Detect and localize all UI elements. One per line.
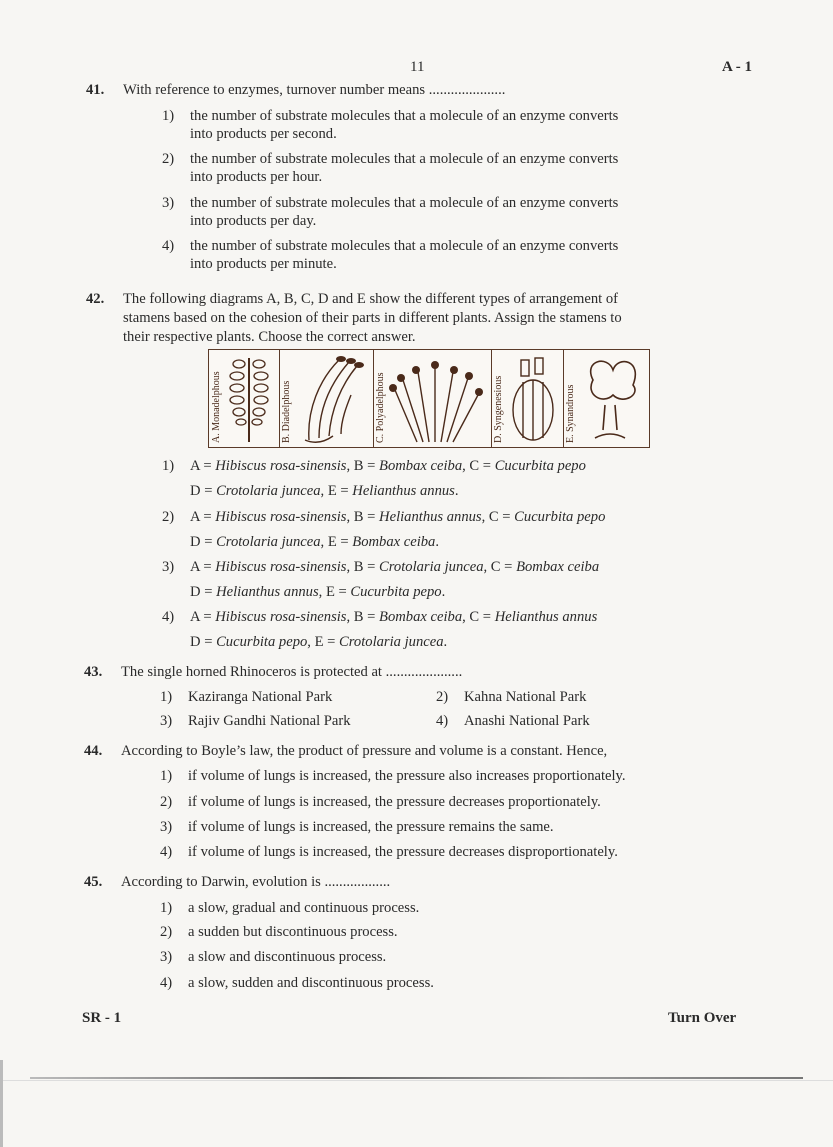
option-text: Kaziranga National Park: [188, 689, 333, 705]
option-number: 3): [160, 949, 173, 965]
diagram-label: B. Diadelphous: [281, 380, 292, 443]
page-number: 11: [410, 59, 425, 75]
option-number: 2): [160, 794, 173, 810]
option-text-cont: into products per hour.: [190, 169, 323, 185]
option-line2: D = Helianthus annus, E = Cucurbita pepo.: [190, 584, 446, 600]
synandrous-drawing: [563, 350, 649, 447]
diagram-label: D. Syngenesious: [493, 375, 504, 443]
option-number: 4): [160, 975, 173, 991]
option-number: 4): [162, 238, 175, 254]
monadelphous-drawing: [209, 350, 279, 447]
option-text-cont: into products per day.: [190, 213, 317, 229]
option-number: 1): [160, 689, 173, 705]
option-number: 4): [436, 713, 449, 729]
question-number: 43.: [84, 664, 103, 680]
turn-over-note: Turn Over: [668, 1010, 737, 1026]
diagram-cell-e: [563, 350, 649, 447]
series-code: SR - 1: [82, 1010, 122, 1026]
option-number: 3): [160, 713, 173, 729]
question-text-line3: their respective plants. Choose the correct answer.: [123, 329, 416, 345]
option-text: if volume of lungs is increased, the pressure also increases proportionately.: [188, 768, 626, 784]
diagram-cell-d: [491, 350, 564, 447]
question-number: 41.: [86, 82, 105, 98]
option-text: Kahna National Park: [464, 689, 587, 705]
option-text: a sudden but discontinuous process.: [188, 924, 398, 940]
question-number: 45.: [84, 874, 103, 890]
option-line1: A = Hibiscus rosa-sinensis, B = Bombax ceiba, C = Helianthus annus: [190, 609, 598, 625]
option-number: 1): [162, 108, 175, 124]
scan-left-edge: [0, 1060, 3, 1147]
option-number: 2): [162, 151, 175, 167]
option-line2: D = Crotolaria juncea, E = Bombax ceiba.: [190, 534, 440, 550]
syngenesious-drawing: [491, 350, 563, 447]
option-number: 2): [162, 509, 175, 525]
option-line1: A = Hibiscus rosa-sinensis, B = Bombax ceiba, C = Cucurbita pepo: [190, 458, 586, 474]
option-text: a slow and discontinuous process.: [188, 949, 387, 965]
question-text: According to Darwin, evolution is ..................: [121, 874, 391, 890]
option-text: if volume of lungs is increased, the pressure remains the same.: [188, 819, 554, 835]
option-number: 3): [162, 559, 175, 575]
diagram-cell-c: [373, 350, 492, 447]
option-text: Anashi National Park: [464, 713, 590, 729]
stamen-diagram: [208, 349, 650, 448]
option-text: the number of substrate molecules that a molecule of an enzyme converts: [190, 195, 619, 211]
option-number: 3): [160, 819, 173, 835]
diagram-label: A. Monadelphous: [211, 371, 222, 443]
option-number: 3): [162, 195, 175, 211]
diagram-label: C. Polyadelphous: [375, 372, 386, 443]
polyadelphous-drawing: [373, 350, 491, 447]
option-line2: D = Cucurbita pepo, E = Crotolaria juncea.: [190, 634, 448, 650]
option-number: 2): [436, 689, 449, 705]
question-text-line2: stamens based on the cohesion of their parts in different plants. Assign the stamens to: [123, 310, 622, 326]
option-number: 1): [160, 768, 173, 784]
option-number: 1): [160, 900, 173, 916]
diagram-cell-b: [279, 350, 374, 447]
diadelphous-drawing: [279, 350, 373, 447]
diagram-label: E. Synandrous: [565, 384, 576, 443]
question-text-line1: The following diagrams A, B, C, D and E show the different types of arrangement of: [123, 291, 618, 307]
option-number: 4): [162, 609, 175, 625]
option-number: 1): [162, 458, 175, 474]
question-text: The single horned Rhinoceros is protected at .....................: [121, 664, 463, 680]
option-text: if volume of lungs is increased, the pressure decreases proportionately.: [188, 794, 601, 810]
option-text: the number of substrate molecules that a molecule of an enzyme converts: [190, 238, 619, 254]
option-text: the number of substrate molecules that a molecule of an enzyme converts: [190, 108, 619, 124]
diagram-cell-a: [209, 350, 280, 447]
option-text-cont: into products per second.: [190, 126, 337, 142]
option-text: a slow, gradual and continuous process.: [188, 900, 420, 916]
question-number: 42.: [86, 291, 105, 307]
option-line1: A = Hibiscus rosa-sinensis, B = Crotolaria juncea, C = Bombax ceiba: [190, 559, 600, 575]
question-text: According to Boyle’s law, the product of pressure and volume is a constant. Hence,: [121, 743, 608, 759]
question-number: 44.: [84, 743, 103, 759]
question-text: With reference to enzymes, turnover number means .....................: [123, 82, 506, 98]
option-text: Rajiv Gandhi National Park: [188, 713, 351, 729]
scan-edge-line-faint: [0, 1080, 833, 1081]
option-text: the number of substrate molecules that a molecule of an enzyme converts: [190, 151, 619, 167]
paper-code: A - 1: [722, 59, 752, 75]
scan-edge-line: [30, 1077, 803, 1079]
option-line2: D = Crotolaria juncea, E = Helianthus annus.: [190, 483, 459, 499]
option-text: a slow, sudden and discontinuous process.: [188, 975, 434, 991]
option-text: if volume of lungs is increased, the pressure decreases disproportionately.: [188, 844, 618, 860]
option-line1: A = Hibiscus rosa-sinensis, B = Helianthus annus, C = Cucurbita pepo: [190, 509, 606, 525]
option-number: 2): [160, 924, 173, 940]
option-text-cont: into products per minute.: [190, 256, 337, 272]
option-number: 4): [160, 844, 173, 860]
